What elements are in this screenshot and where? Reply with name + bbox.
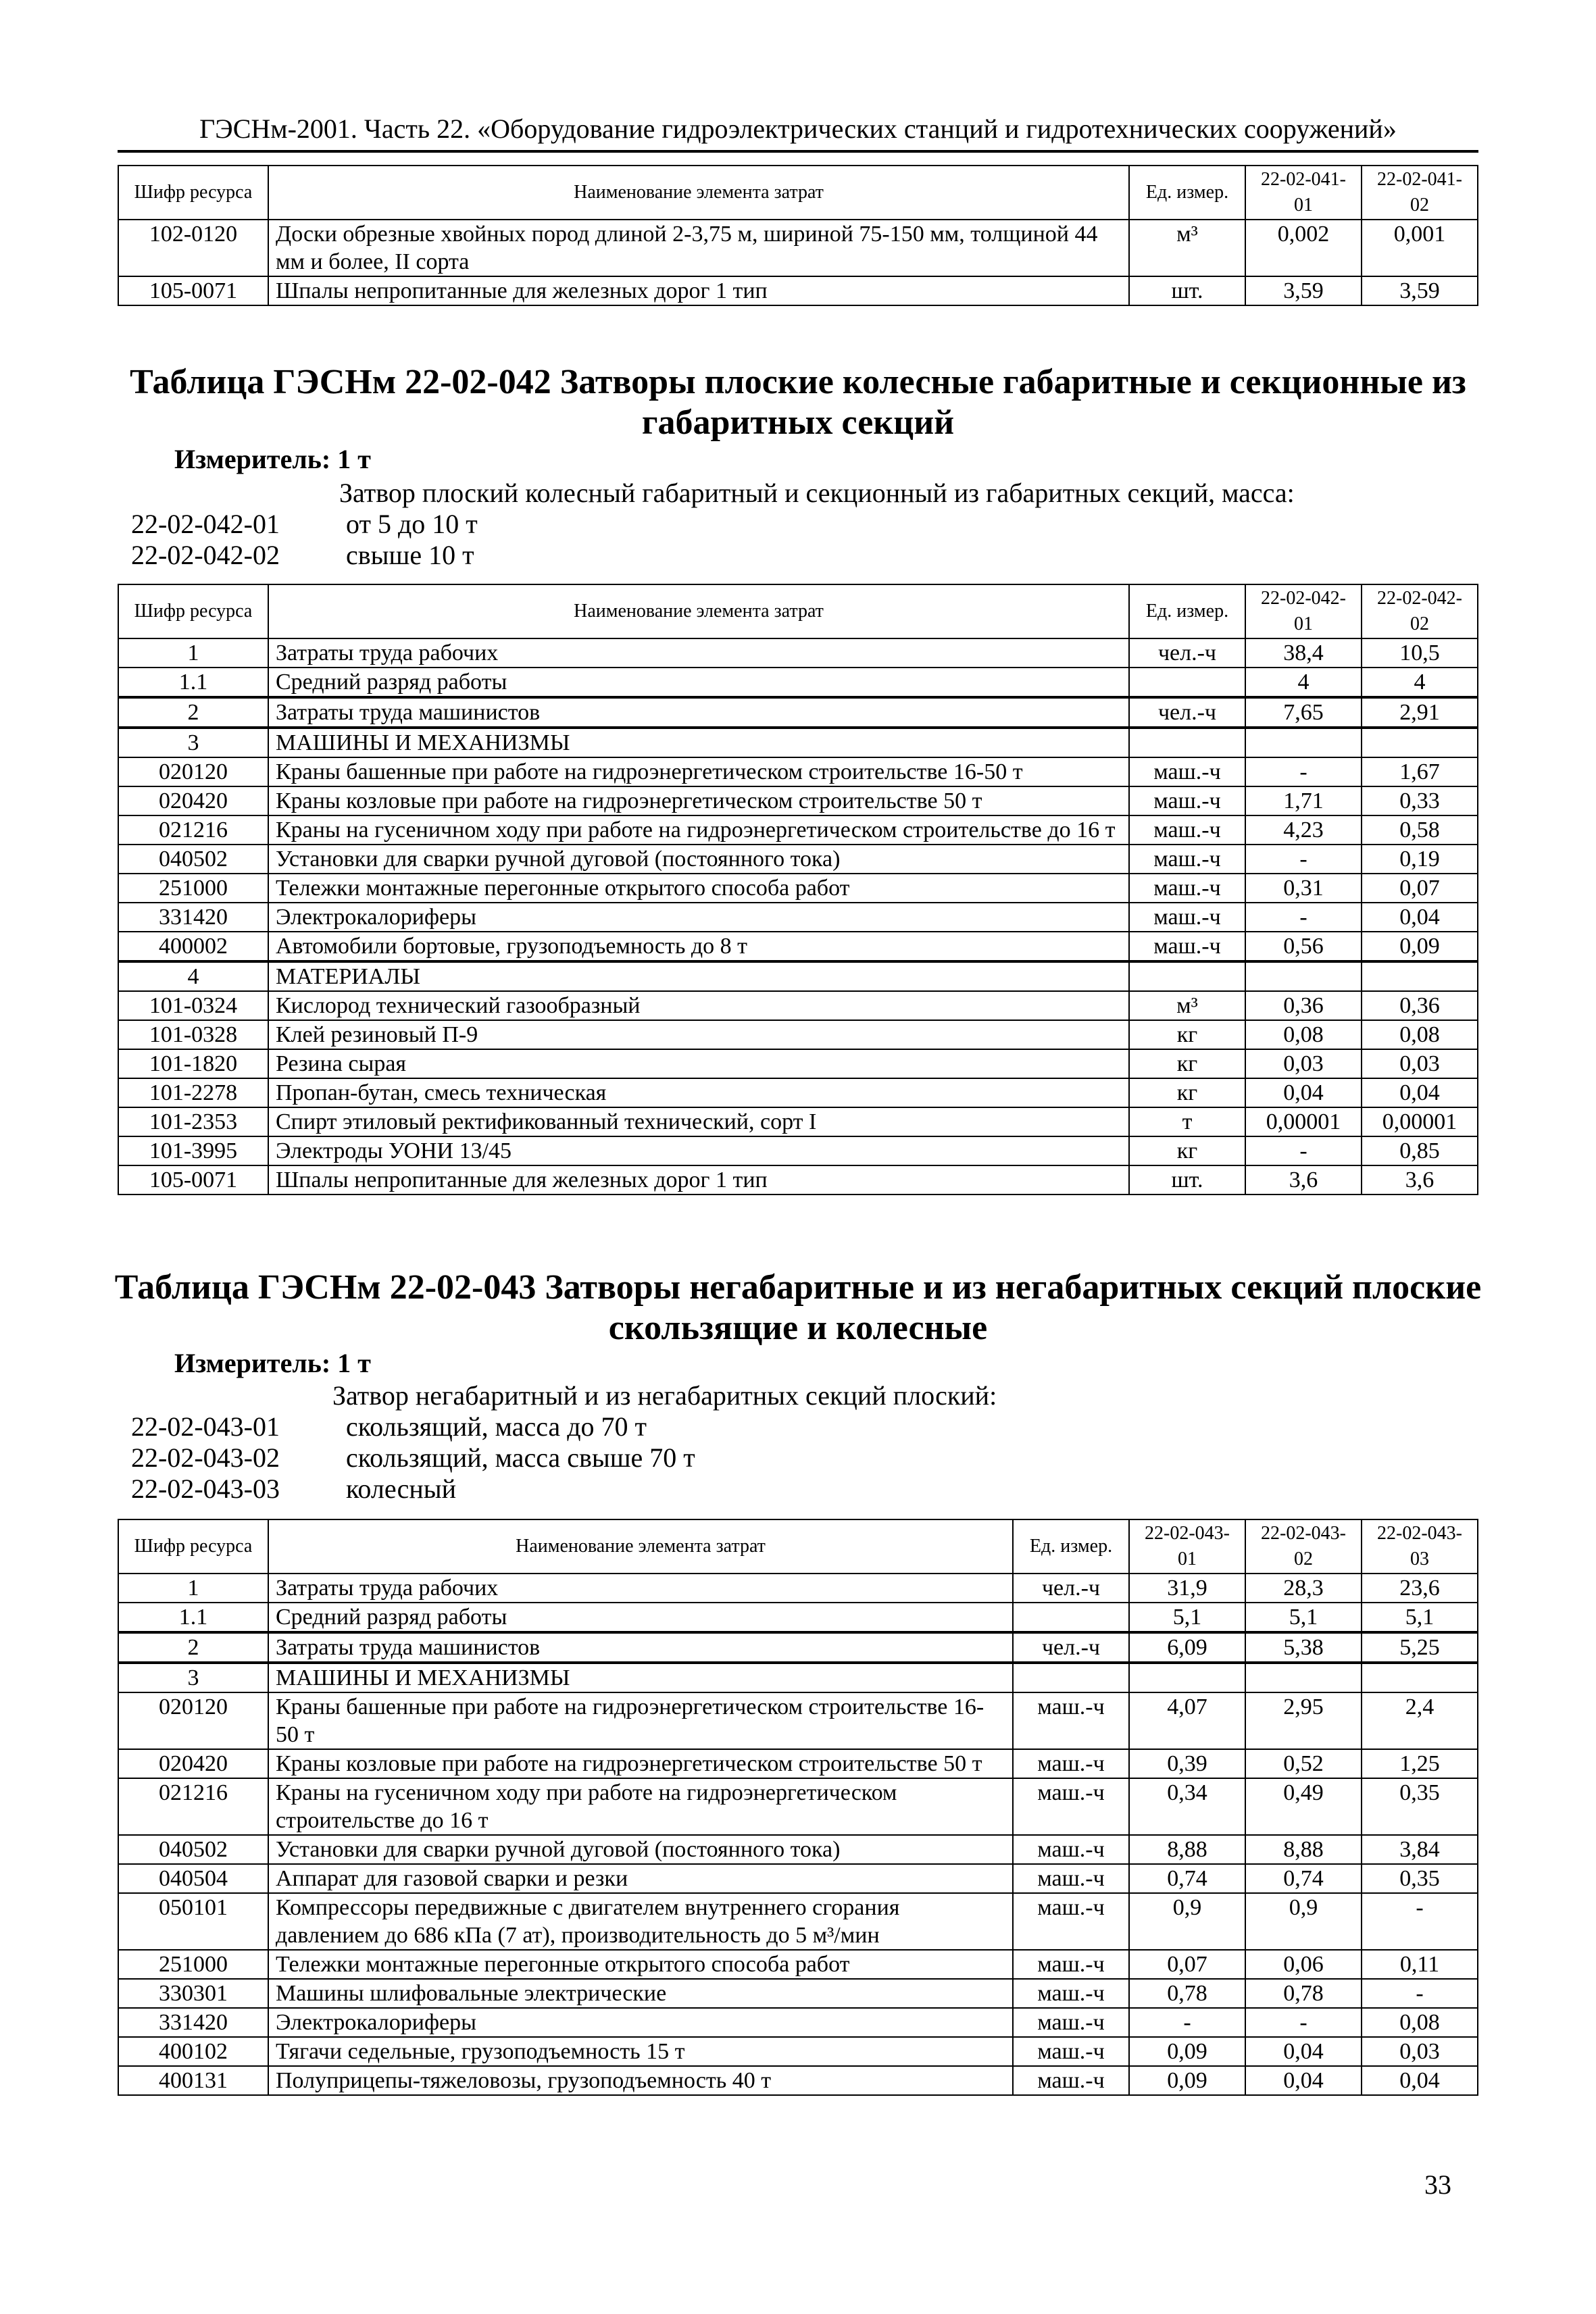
norm-code: 22-02-042-02 [131, 540, 280, 570]
cell-unit: маш.-ч [1129, 786, 1245, 815]
norm-variant: колесный [346, 1474, 457, 1504]
cell-unit: маш.-ч [1013, 2008, 1129, 2037]
cell-code: 050101 [118, 1893, 268, 1950]
cell-code: 3 [118, 728, 268, 757]
cell-value: 0,11 [1362, 1950, 1478, 1979]
cell-name: Автомобили бортовые, грузоподъемность до 8 т [268, 932, 1129, 961]
cell-value: - [1245, 903, 1362, 932]
cell-value: 0,08 [1362, 1020, 1478, 1049]
cell-code: 251000 [118, 874, 268, 903]
cell-value: 0,33 [1362, 786, 1478, 815]
resource-table-042 [118, 584, 1478, 1195]
norm-variant: скользящий, масса свыше 70 т [346, 1442, 695, 1473]
cell-unit [1013, 1663, 1129, 1692]
norm-code: 22-02-042-01 [131, 509, 280, 539]
cell-name: Резина сырая [268, 1049, 1129, 1078]
cell-unit: м³ [1129, 220, 1245, 276]
col-header-name: Наименование элемента затрат [268, 584, 1129, 638]
cell-value: 5,1 [1245, 1603, 1362, 1632]
cell-value: 2,91 [1362, 697, 1478, 728]
table-row [118, 1165, 1478, 1194]
table-row [118, 1864, 1478, 1893]
table-row [118, 1107, 1478, 1136]
col-header-name: Наименование элемента затрат [268, 1519, 1013, 1574]
col-header-norm: 22-02-042-01 [1245, 584, 1362, 638]
table-row [118, 874, 1478, 903]
cell-name: Пропан-бутан, смесь техническая [268, 1078, 1129, 1107]
cell-value: 3,6 [1362, 1165, 1478, 1194]
table-row [118, 961, 1478, 991]
cell-unit: кг [1129, 1078, 1245, 1107]
cell-value: 4,07 [1129, 1692, 1245, 1749]
cell-code: 331420 [118, 2008, 268, 2037]
cell-code: 101-2278 [118, 1078, 268, 1107]
cell-code: 4 [118, 961, 268, 991]
cell-code: 105-0071 [118, 1165, 268, 1194]
cell-unit: маш.-ч [1129, 903, 1245, 932]
table-row [118, 697, 1478, 728]
cell-value: 0,74 [1129, 1864, 1245, 1893]
cell-code: 2 [118, 697, 268, 728]
cell-value: 0,00001 [1362, 1107, 1478, 1136]
cell-name: Тележки монтажные перегонные открытого способа работ [268, 874, 1129, 903]
cell-code: 1 [118, 1574, 268, 1603]
table-row [118, 1749, 1478, 1778]
cell-value: 0,07 [1129, 1950, 1245, 1979]
cell-value: 1,25 [1362, 1749, 1478, 1778]
cell-value [1245, 961, 1362, 991]
col-header-code: Шифр ресурса [118, 1519, 268, 1574]
cell-value: 0,08 [1245, 1020, 1362, 1049]
col-header-norm: 22-02-042-02 [1362, 584, 1478, 638]
cell-code: 040502 [118, 1835, 268, 1864]
cell-value: 0,08 [1362, 2008, 1478, 2037]
cell-value: 8,88 [1129, 1835, 1245, 1864]
cell-value: 0,9 [1245, 1893, 1362, 1950]
cell-code: 101-3995 [118, 1136, 268, 1165]
cell-value: 5,38 [1245, 1632, 1362, 1663]
cell-code: 400131 [118, 2066, 268, 2095]
cell-value: 0,78 [1129, 1979, 1245, 2008]
cell-name: Клей резиновый П-9 [268, 1020, 1129, 1049]
cell-value: 0,49 [1245, 1778, 1362, 1835]
cell-unit [1129, 668, 1245, 697]
cell-name: Краны башенные при работе на гидроэнергетическом строительстве 16-50 т [268, 1692, 1013, 1749]
page-number: 33 [1424, 2169, 1451, 2200]
cell-value: - [1245, 757, 1362, 786]
cell-value: 1,67 [1362, 757, 1478, 786]
cell-code: 040502 [118, 845, 268, 874]
cell-unit: чел.-ч [1013, 1574, 1129, 1603]
cell-value: 4 [1362, 668, 1478, 697]
col-header-norm: 22-02-041-01 [1245, 166, 1362, 220]
cell-unit: маш.-ч [1129, 815, 1245, 845]
cell-unit: маш.-ч [1013, 1864, 1129, 1893]
cell-name: Краны на гусеничном ходу при работе на гидроэнергетическом строительстве до 16 т [268, 1778, 1013, 1835]
table-row [118, 815, 1478, 845]
cell-code: 021216 [118, 815, 268, 845]
cell-unit: маш.-ч [1013, 1893, 1129, 1950]
cell-value: 0,03 [1362, 1049, 1478, 1078]
cell-unit: шт. [1129, 276, 1245, 305]
cell-code: 400002 [118, 932, 268, 961]
cell-code: 101-1820 [118, 1049, 268, 1078]
col-header-unit: Ед. измер. [1129, 584, 1245, 638]
cell-name: Затраты труда рабочих [268, 638, 1129, 668]
cell-name: Установки для сварки ручной дуговой (постоянного тока) [268, 1835, 1013, 1864]
cell-name: Полуприцепы-тяжеловозы, грузоподъемность 40 т [268, 2066, 1013, 2095]
cell-name: Тягачи седельные, грузоподъемность 15 т [268, 2037, 1013, 2066]
cell-code: 3 [118, 1663, 268, 1692]
cell-name: Кислород технический газообразный [268, 991, 1129, 1020]
table-row [118, 1020, 1478, 1049]
cell-name: МАТЕРИАЛЫ [268, 961, 1129, 991]
cell-code: 400102 [118, 2037, 268, 2066]
cell-name: МАШИНЫ И МЕХАНИЗМЫ [268, 728, 1129, 757]
cell-value: 0,001 [1362, 220, 1478, 276]
cell-value: 3,59 [1362, 276, 1478, 305]
table-row [118, 1778, 1478, 1835]
cell-value: 0,04 [1245, 1078, 1362, 1107]
table-row [118, 1835, 1478, 1864]
cell-value: 5,1 [1129, 1603, 1245, 1632]
cell-value: 0,74 [1245, 1864, 1362, 1893]
cell-name: Доски обрезные хвойных пород длиной 2-3,75 м, шириной 75-150 мм, толщиной 44 мм и более, II сорта [268, 220, 1129, 276]
cell-value: 4 [1245, 668, 1362, 697]
cell-unit: маш.-ч [1013, 1778, 1129, 1835]
norm-code: 22-02-043-01 [131, 1411, 280, 1442]
table-row [118, 1692, 1478, 1749]
cell-value: 2,4 [1362, 1692, 1478, 1749]
cell-value: 23,6 [1362, 1574, 1478, 1603]
cell-name: Компрессоры передвижные с двигателем внутреннего сгорания давлением до 686 кПа (7 ат), производительность до 5 м³/мин [268, 1893, 1013, 1950]
cell-value: 6,09 [1129, 1632, 1245, 1663]
cell-value: 38,4 [1245, 638, 1362, 668]
norm-variant: скользящий, масса до 70 т [346, 1411, 647, 1442]
table-row [118, 668, 1478, 697]
cell-code: 1 [118, 638, 268, 668]
cell-value: - [1245, 1136, 1362, 1165]
cell-value: 0,36 [1245, 991, 1362, 1020]
table-row [118, 903, 1478, 932]
cell-name: Затраты труда машинистов [268, 1632, 1013, 1663]
cell-value: 0,9 [1129, 1893, 1245, 1950]
cell-value: 28,3 [1245, 1574, 1362, 1603]
cell-code: 020420 [118, 786, 268, 815]
cell-unit [1129, 961, 1245, 991]
cell-value [1362, 961, 1478, 991]
cell-value: 0,58 [1362, 815, 1478, 845]
measure-unit: Измеритель: 1 т [174, 444, 371, 474]
table-title-042: Таблица ГЭСНм 22-02-042 Затворы плоские колесные габаритные и секционные из габаритных секций [130, 363, 1466, 442]
table-row [118, 1663, 1478, 1692]
cell-code: 2 [118, 1632, 268, 1663]
cell-name: Затраты труда машинистов [268, 697, 1129, 728]
table-row [118, 1893, 1478, 1950]
cell-unit: шт. [1129, 1165, 1245, 1194]
cell-value: 0,04 [1245, 2066, 1362, 2095]
cell-name: Затраты труда рабочих [268, 1574, 1013, 1603]
cell-value: 0,09 [1129, 2066, 1245, 2095]
cell-value: 0,34 [1129, 1778, 1245, 1835]
col-header-norm: 22-02-041-02 [1362, 166, 1478, 220]
cell-value [1129, 1663, 1245, 1692]
cell-name: Краны на гусеничном ходу при работе на гидроэнергетическом строительстве до 16 т [268, 815, 1129, 845]
cell-unit: кг [1129, 1136, 1245, 1165]
col-header-norm: 22-02-043-02 [1245, 1519, 1362, 1574]
table-title-043: Таблица ГЭСНм 22-02-043 Затворы негабаритные и из негабаритных секций плоские скользящие и колесные [114, 1268, 1482, 1347]
cell-name: Электрокалориферы [268, 2008, 1013, 2037]
cell-name: МАШИНЫ И МЕХАНИЗМЫ [268, 1663, 1013, 1692]
cell-value: 0,56 [1245, 932, 1362, 961]
cell-code: 330301 [118, 1979, 268, 2008]
table-row [118, 786, 1478, 815]
cell-value: 1,71 [1245, 786, 1362, 815]
cell-code: 040504 [118, 1864, 268, 1893]
cell-name: Электрокалориферы [268, 903, 1129, 932]
cell-value: 0,09 [1362, 932, 1478, 961]
col-header-unit: Ед. измер. [1013, 1519, 1129, 1574]
cell-value: - [1245, 2008, 1362, 2037]
table-row [118, 638, 1478, 668]
cell-value: 0,04 [1362, 1078, 1478, 1107]
cell-unit: маш.-ч [1129, 757, 1245, 786]
cell-unit: маш.-ч [1013, 1950, 1129, 1979]
measure-unit: Измеритель: 1 т [174, 1348, 371, 1378]
cell-value: 4,23 [1245, 815, 1362, 845]
cell-value: 0,78 [1245, 1979, 1362, 2008]
cell-value: 8,88 [1245, 1835, 1362, 1864]
table-row [118, 845, 1478, 874]
cell-name: Средний разряд работы [268, 1603, 1013, 1632]
cell-unit: кг [1129, 1049, 1245, 1078]
cell-code: 020120 [118, 757, 268, 786]
table-row [118, 1049, 1478, 1078]
norm-code: 22-02-043-02 [131, 1442, 280, 1473]
norm-code: 22-02-043-03 [131, 1474, 280, 1504]
cell-value: 0,31 [1245, 874, 1362, 903]
table-row [118, 2066, 1478, 2095]
cell-value: 0,39 [1129, 1749, 1245, 1778]
table-row [118, 1603, 1478, 1632]
cell-name: Краны козловые при работе на гидроэнергетическом строительстве 50 т [268, 1749, 1013, 1778]
cell-name: Спирт этиловый ректификованный технический, сорт I [268, 1107, 1129, 1136]
cell-value: 3,6 [1245, 1165, 1362, 1194]
cell-name: Краны башенные при работе на гидроэнергетическом строительстве 16-50 т [268, 757, 1129, 786]
cell-code: 251000 [118, 1950, 268, 1979]
table-row [118, 1136, 1478, 1165]
cell-name: Установки для сварки ручной дуговой (постоянного тока) [268, 845, 1129, 874]
col-header-code: Шифр ресурса [118, 166, 268, 220]
cell-value: 0,07 [1362, 874, 1478, 903]
cell-unit: чел.-ч [1013, 1632, 1129, 1663]
cell-value: 0,04 [1245, 2037, 1362, 2066]
cell-unit: маш.-ч [1013, 2037, 1129, 2066]
cell-code: 1.1 [118, 1603, 268, 1632]
cell-value: 0,06 [1245, 1950, 1362, 1979]
table-row [118, 757, 1478, 786]
cell-value: 0,04 [1362, 2066, 1478, 2095]
norm-variant: свыше 10 т [346, 540, 474, 570]
cell-unit: маш.-ч [1129, 932, 1245, 961]
cell-name: Тележки монтажные перегонные открытого способа работ [268, 1950, 1013, 1979]
table-row [118, 220, 1478, 276]
cell-code: 102-0120 [118, 220, 268, 276]
norm-description: Затвор плоский колесный габаритный и секционный из габаритных секций, масса: [339, 478, 1295, 508]
cell-unit: чел.-ч [1129, 638, 1245, 668]
cell-code: 101-0328 [118, 1020, 268, 1049]
cell-unit: чел.-ч [1129, 697, 1245, 728]
cell-value: 7,65 [1245, 697, 1362, 728]
table-row [118, 2037, 1478, 2066]
cell-unit: кг [1129, 1020, 1245, 1049]
cell-value: 0,03 [1245, 1049, 1362, 1078]
col-header-name: Наименование элемента затрат [268, 166, 1129, 220]
table-row [118, 276, 1478, 305]
cell-name: Краны козловые при работе на гидроэнергетическом строительстве 50 т [268, 786, 1129, 815]
cell-value: 0,85 [1362, 1136, 1478, 1165]
table-row [118, 1632, 1478, 1663]
col-header-code: Шифр ресурса [118, 584, 268, 638]
cell-value: - [1362, 1979, 1478, 2008]
cell-value: - [1245, 845, 1362, 874]
cell-value: 2,95 [1245, 1692, 1362, 1749]
cell-value [1362, 1663, 1478, 1692]
cell-value [1245, 1663, 1362, 1692]
cell-unit: маш.-ч [1129, 874, 1245, 903]
cell-value: 0,00001 [1245, 1107, 1362, 1136]
cell-value: 0,35 [1362, 1864, 1478, 1893]
cell-unit: маш.-ч [1129, 845, 1245, 874]
cell-value: 0,19 [1362, 845, 1478, 874]
cell-unit [1129, 728, 1245, 757]
cell-value: 0,04 [1362, 903, 1478, 932]
cell-unit: маш.-ч [1013, 1692, 1129, 1749]
cell-code: 020420 [118, 1749, 268, 1778]
table-row [118, 932, 1478, 961]
cell-code: 020120 [118, 1692, 268, 1749]
table-row [118, 1574, 1478, 1603]
cell-unit: маш.-ч [1013, 2066, 1129, 2095]
cell-unit: т [1129, 1107, 1245, 1136]
cell-unit: маш.-ч [1013, 1979, 1129, 2008]
cell-value: 5,25 [1362, 1632, 1478, 1663]
cell-name: Машины шлифовальные электрические [268, 1979, 1013, 2008]
cell-name: Средний разряд работы [268, 668, 1129, 697]
cell-unit: маш.-ч [1013, 1749, 1129, 1778]
table-row [118, 1078, 1478, 1107]
resource-table-043 [118, 1519, 1478, 2096]
cell-value: 3,59 [1245, 276, 1362, 305]
cell-code: 331420 [118, 903, 268, 932]
cell-value: 0,36 [1362, 991, 1478, 1020]
cell-code: 101-2353 [118, 1107, 268, 1136]
cell-name: Аппарат для газовой сварки и резки [268, 1864, 1013, 1893]
cell-unit: маш.-ч [1013, 1835, 1129, 1864]
cell-value: 0,35 [1362, 1778, 1478, 1835]
cell-value: - [1362, 1893, 1478, 1950]
resource-table-041 [118, 165, 1478, 306]
col-header-unit: Ед. измер. [1129, 166, 1245, 220]
cell-code: 105-0071 [118, 276, 268, 305]
col-header-norm: 22-02-043-01 [1129, 1519, 1245, 1574]
cell-code: 101-0324 [118, 991, 268, 1020]
cell-value: 31,9 [1129, 1574, 1245, 1603]
table-row [118, 991, 1478, 1020]
cell-value: - [1129, 2008, 1245, 2037]
cell-value: 0,002 [1245, 220, 1362, 276]
cell-name: Шпалы непропитанные для железных дорог 1 тип [268, 1165, 1129, 1194]
cell-value [1245, 728, 1362, 757]
cell-value: 0,09 [1129, 2037, 1245, 2066]
table-row [118, 1979, 1478, 2008]
table-row [118, 1950, 1478, 1979]
cell-unit: м³ [1129, 991, 1245, 1020]
page-header: ГЭСНм-2001. Часть 22. «Оборудование гидроэлектрических станций и гидротехнических сооружений» [118, 108, 1478, 153]
norm-variant: от 5 до 10 т [346, 509, 478, 539]
cell-code: 1.1 [118, 668, 268, 697]
norm-description: Затвор негабаритный и из негабаритных секций плоский: [332, 1380, 997, 1411]
cell-name: Электроды УОНИ 13/45 [268, 1136, 1129, 1165]
table-row [118, 728, 1478, 757]
cell-value [1362, 728, 1478, 757]
cell-value: 3,84 [1362, 1835, 1478, 1864]
cell-value: 0,52 [1245, 1749, 1362, 1778]
cell-code: 021216 [118, 1778, 268, 1835]
table-row [118, 2008, 1478, 2037]
cell-value: 5,1 [1362, 1603, 1478, 1632]
cell-value: 10,5 [1362, 638, 1478, 668]
cell-value: 0,03 [1362, 2037, 1478, 2066]
cell-name: Шпалы непропитанные для железных дорог 1 тип [268, 276, 1129, 305]
cell-unit [1013, 1603, 1129, 1632]
col-header-norm: 22-02-043-03 [1362, 1519, 1478, 1574]
